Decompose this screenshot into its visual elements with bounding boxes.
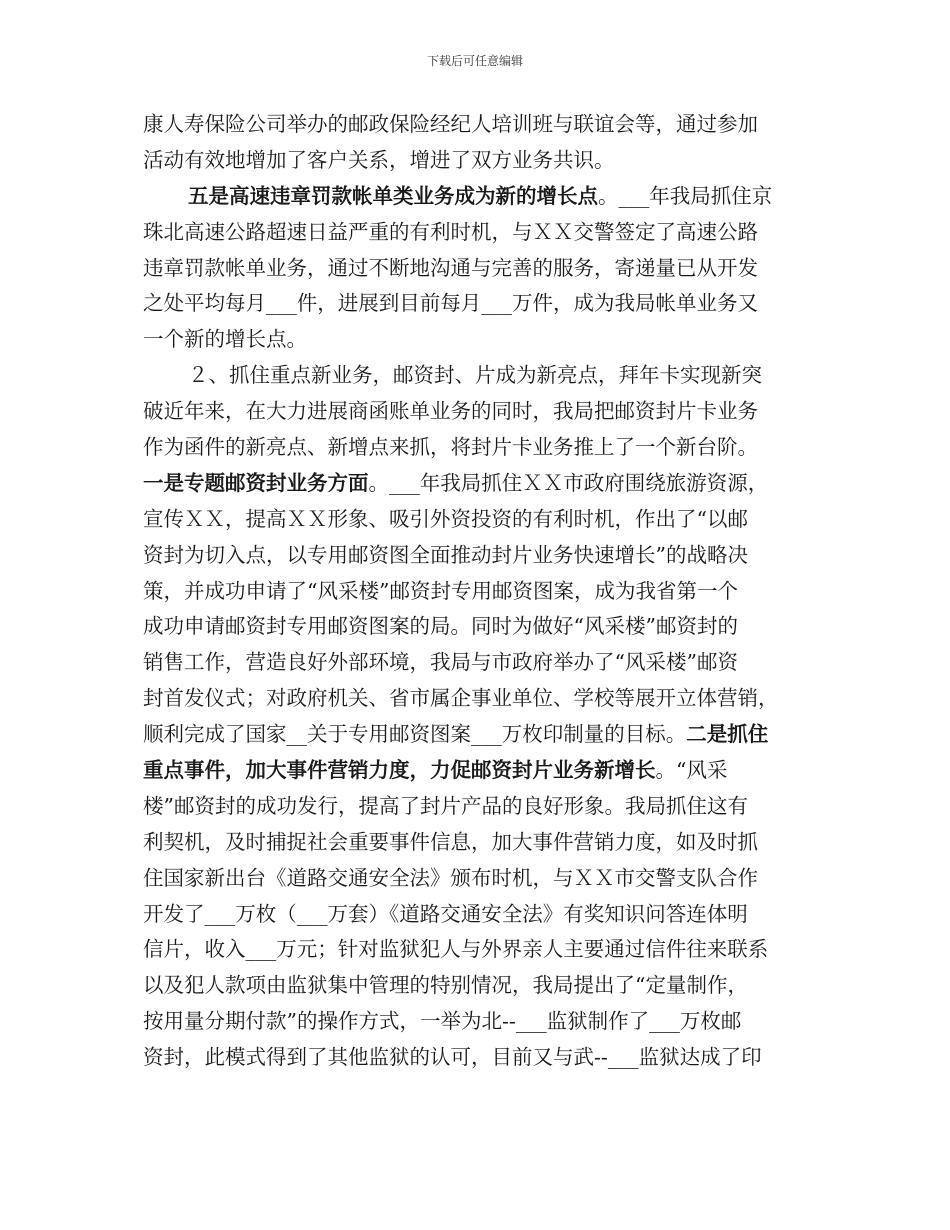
text-line <box>143 538 813 574</box>
text-segment: 宣传ＸＸ，提高ＸＸ形象、吸引外资投资的有利时机，作出了“以邮 <box>143 506 748 531</box>
text-segment: 开发了___万枚（___万套）《道路交通安全法》有奖知识问答连体明 <box>143 901 748 926</box>
text-line <box>143 717 813 753</box>
text-segment: 。___年我局抓住京 <box>598 183 773 208</box>
text-line <box>143 932 813 968</box>
text-line <box>143 968 813 1004</box>
text-line <box>143 430 813 466</box>
document-body <box>143 107 813 1076</box>
text-line <box>143 574 813 610</box>
text-line <box>143 394 813 430</box>
bold-text-segment: 一是专题邮资封业务方面 <box>143 470 369 495</box>
text-line <box>143 753 813 789</box>
text-segment: ２、抓住重点新业务，邮资封、片成为新亮点，拜年卡实现新突 <box>188 363 762 388</box>
text-line <box>143 358 813 394</box>
text-line <box>143 1004 813 1040</box>
text-segment: 成功申请邮资封专用邮资图案的局。同时为做好“风采楼”邮资封的 <box>143 614 738 639</box>
bold-text-segment: 重点事件，加大事件营销力度，力促邮资封片业务新增长 <box>143 758 656 783</box>
text-line <box>143 215 813 251</box>
text-line <box>143 609 813 645</box>
text-line <box>143 179 813 215</box>
text-segment: 资封，此模式得到了其他监狱的认可，目前又与武--___监狱达成了印 <box>143 1045 762 1070</box>
text-segment: 利契机，及时捕捉社会重要事件信息，加大事件营销力度，如及时抓 <box>143 829 758 854</box>
text-line <box>143 645 813 681</box>
page-header-note: 下载后可任意编辑 <box>426 54 523 68</box>
text-line <box>143 825 813 861</box>
bold-text-segment: 五是高速违章罚款帐单类业务成为新的增长点 <box>188 183 598 208</box>
text-segment: 封首发仪式；对政府机关、省市属企事业单位、学校等展开立体营销， <box>143 686 779 711</box>
text-line <box>143 286 813 322</box>
text-segment: 楼”邮资封的成功发行，提高了封片产品的良好形象。我局抓住这有 <box>143 793 748 818</box>
text-line <box>143 251 813 287</box>
text-segment: 一个新的增长点。 <box>143 327 307 352</box>
text-line <box>143 1040 813 1076</box>
text-line <box>143 466 813 502</box>
text-line <box>143 143 813 179</box>
text-line <box>143 107 813 143</box>
text-segment: 策，并成功申请了“风采楼”邮资封专用邮资图案，成为我省第一个 <box>143 578 738 603</box>
text-segment: 住国家新出台《道路交通安全法》颁布时机，与ＸＸ市交警支队合作 <box>143 865 758 890</box>
text-line <box>143 322 813 358</box>
text-segment: 销售工作，营造良好外部环境，我局与市政府举办了“风采楼”邮资 <box>143 650 738 675</box>
text-segment: 作为函件的新亮点、新增点来抓，将封片卡业务推上了一个新台阶。 <box>143 435 758 460</box>
text-segment: 活动有效地增加了客户关系，增进了双方业务共识。 <box>143 147 615 172</box>
text-line <box>143 502 813 538</box>
text-segment: 违章罚款帐单业务，通过不断地沟通与完善的服务，寄递量已从开发 <box>143 255 758 280</box>
text-segment: 信片，收入___万元；针对监狱犯人与外界亲人主要通过信件往来联系 <box>143 937 769 962</box>
text-segment: 资封为切入点，以专用邮资图全面推动封片业务快速增长”的战略决 <box>143 542 748 567</box>
text-segment: 珠北高速公路超速日益严重的有利时机，与ＸＸ交警签定了高速公路 <box>143 219 758 244</box>
text-line <box>143 789 813 825</box>
text-segment: 破近年来，在大力进展商函账单业务的同时，我局把邮资封片卡业务 <box>143 399 758 424</box>
text-segment: 。“风采 <box>655 758 728 783</box>
text-line <box>143 681 813 717</box>
text-segment: 顺利完成了国家__关于专用邮资图案___万枚印制量的目标。 <box>143 722 687 747</box>
text-segment: 以及犯人款项由监狱集中管理的特别情况，我局提出了“定量制作， <box>143 973 748 998</box>
bold-text-segment: 二是抓住 <box>686 722 769 747</box>
text-segment: 。___年我局抓住ＸＸ市政府围绕旅游资源， <box>368 470 769 495</box>
text-segment: 康人寿保险公司举办的邮政保险经纪人培训班与联谊会等，通过参加 <box>143 112 758 136</box>
text-segment: 之处平均每月___件，进展到目前每月___万件，成为我局帐单业务又 <box>143 291 758 316</box>
text-line <box>143 861 813 897</box>
text-line <box>143 897 813 933</box>
text-segment: 按用量分期付款”的操作方式，一举为北--___监狱制作了___万枚邮 <box>143 1009 742 1034</box>
